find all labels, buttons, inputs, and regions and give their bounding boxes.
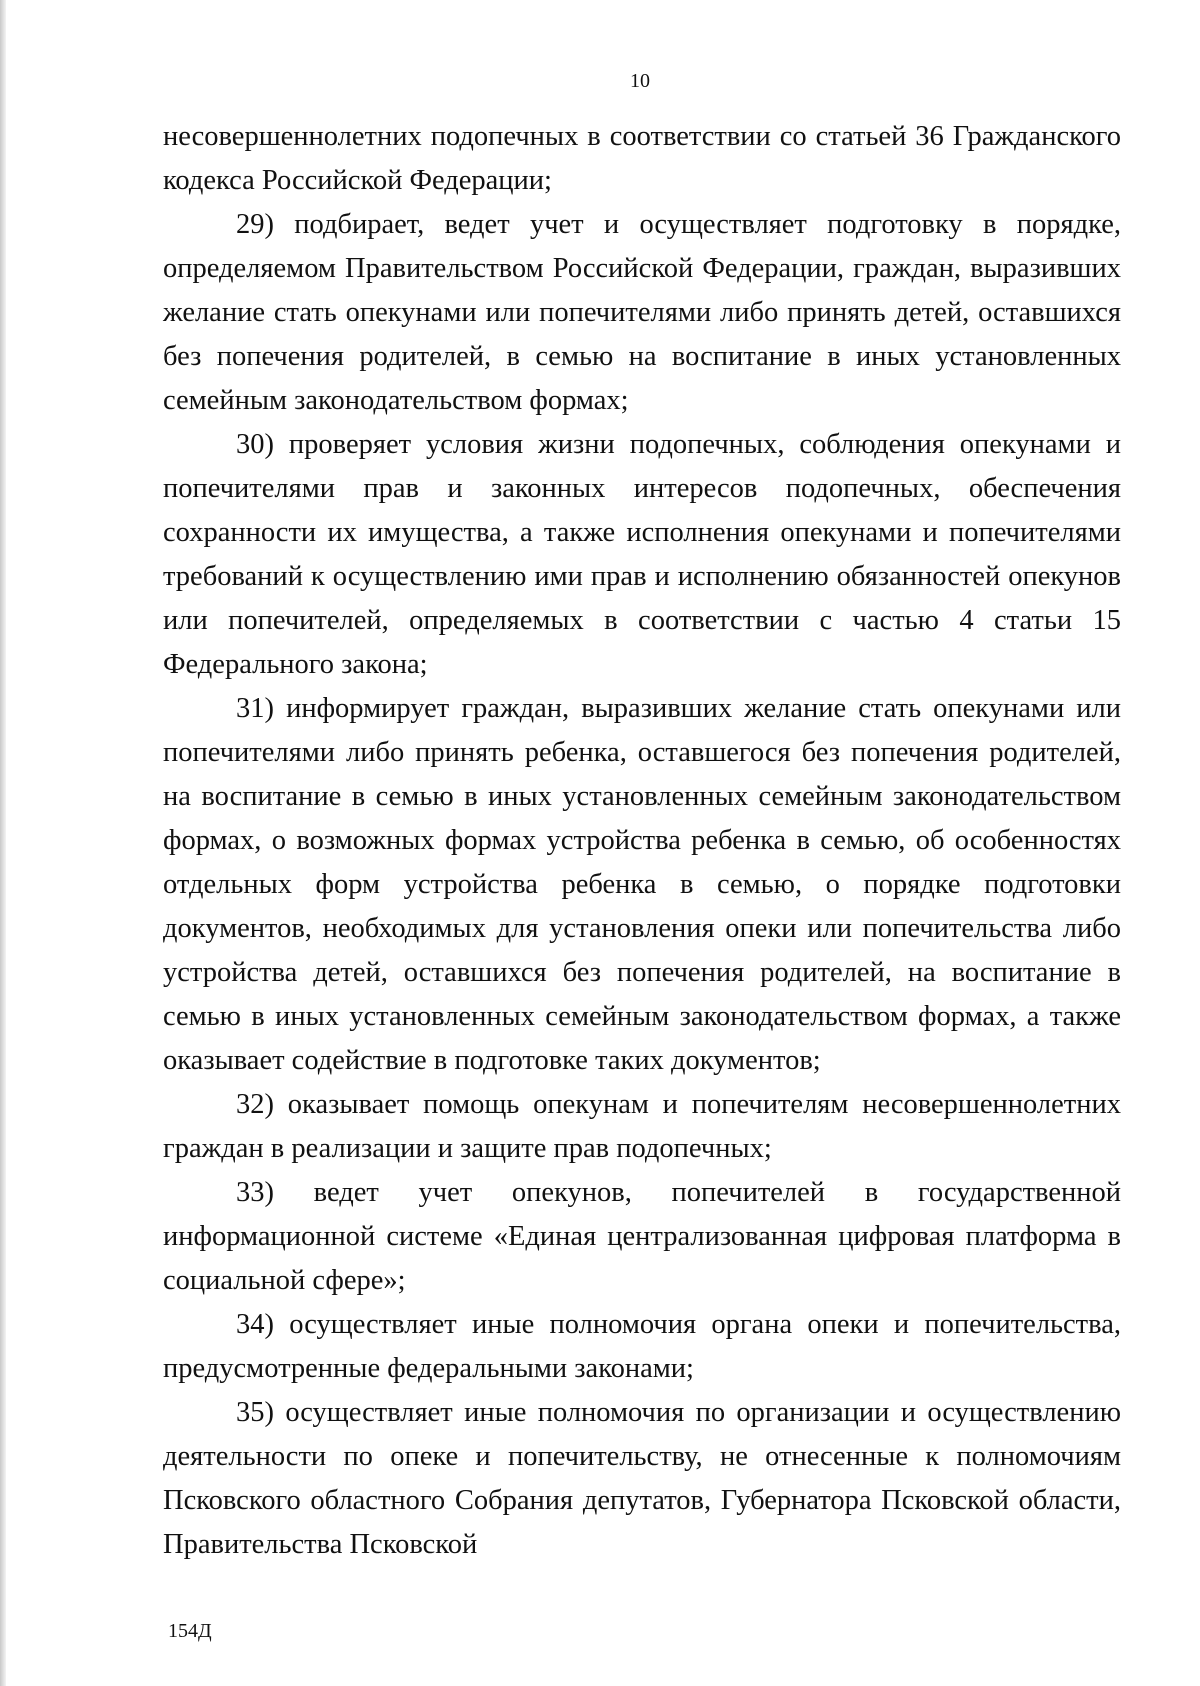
paragraph-item-29: 29) подбирает, ведет учет и осуществляет подготовку в порядке, определяемом Правительством Российской Федерации, граждан, выразивших желание стать опекунами или попечителями либо принять детей, оставшихся без попечения родителей, в семью на воспитание в иных установленных семейным законодательством формах; [163,209,1121,416]
paragraph-item-30: 30) проверяет условия жизни подопечных, соблюдения опекунами и попечителями прав и законных интересов подопечных, обеспечения сохранности их имущества, а также исполнения опекунами и попечителями требований к осуществлению ими прав и исполнению обязанностей опекунов или попечителей, определяемых в соответствии с частью 4 статьи 15 Федерального закона; [163,429,1121,680]
paragraph-item-32: 32) оказывает помощь опекунам и попечителям несовершеннолетних граждан в реализации и защите прав подопечных; [163,1089,1121,1164]
paragraph-item-35: 35) осуществляет иные полномочия по организации и осуществлению деятельности по опеке и попечительству, не отнесенные к полномочиям Псковского областного Собрания депутатов, Губернатора Псковской области, Правительства Псковской [163,1397,1121,1560]
paragraph-item-34: 34) осуществляет иные полномочия органа опеки и попечительства, предусмотренные федеральными законами; [163,1309,1121,1384]
paragraph-continuation: несовершеннолетних подопечных в соответствии со статьей 36 Гражданского кодекса Российской Федерации; [163,121,1121,196]
paragraph-item-33: 33) ведет учет опекунов, попечителей в государственной информационной системе «Единая централизованная цифровая платформа в социальной сфере»; [163,1177,1121,1296]
scan-edge [0,0,6,1686]
page-number: 10 [630,70,650,92]
paragraph-item-31: 31) информирует граждан, выразивших желание стать опекунами или попечителями либо принять ребенка, оставшегося без попечения родителей, на воспитание в семью в иных установленных семейным законодательством формах, о возможных формах устройства ребенка в семью, об особенностях отдельных форм устройства ребенка в семью, о порядке подготовки документов, необходимых для установления опеки или попечительства либо устройства детей, оставшихся без попечения родителей, на воспитание в семью в иных установленных семейным законодательством формах, а также оказывает содействие в подготовке таких документов; [163,693,1121,1076]
document-body [163,115,1121,1567]
document-code: 154Д [168,1620,212,1642]
